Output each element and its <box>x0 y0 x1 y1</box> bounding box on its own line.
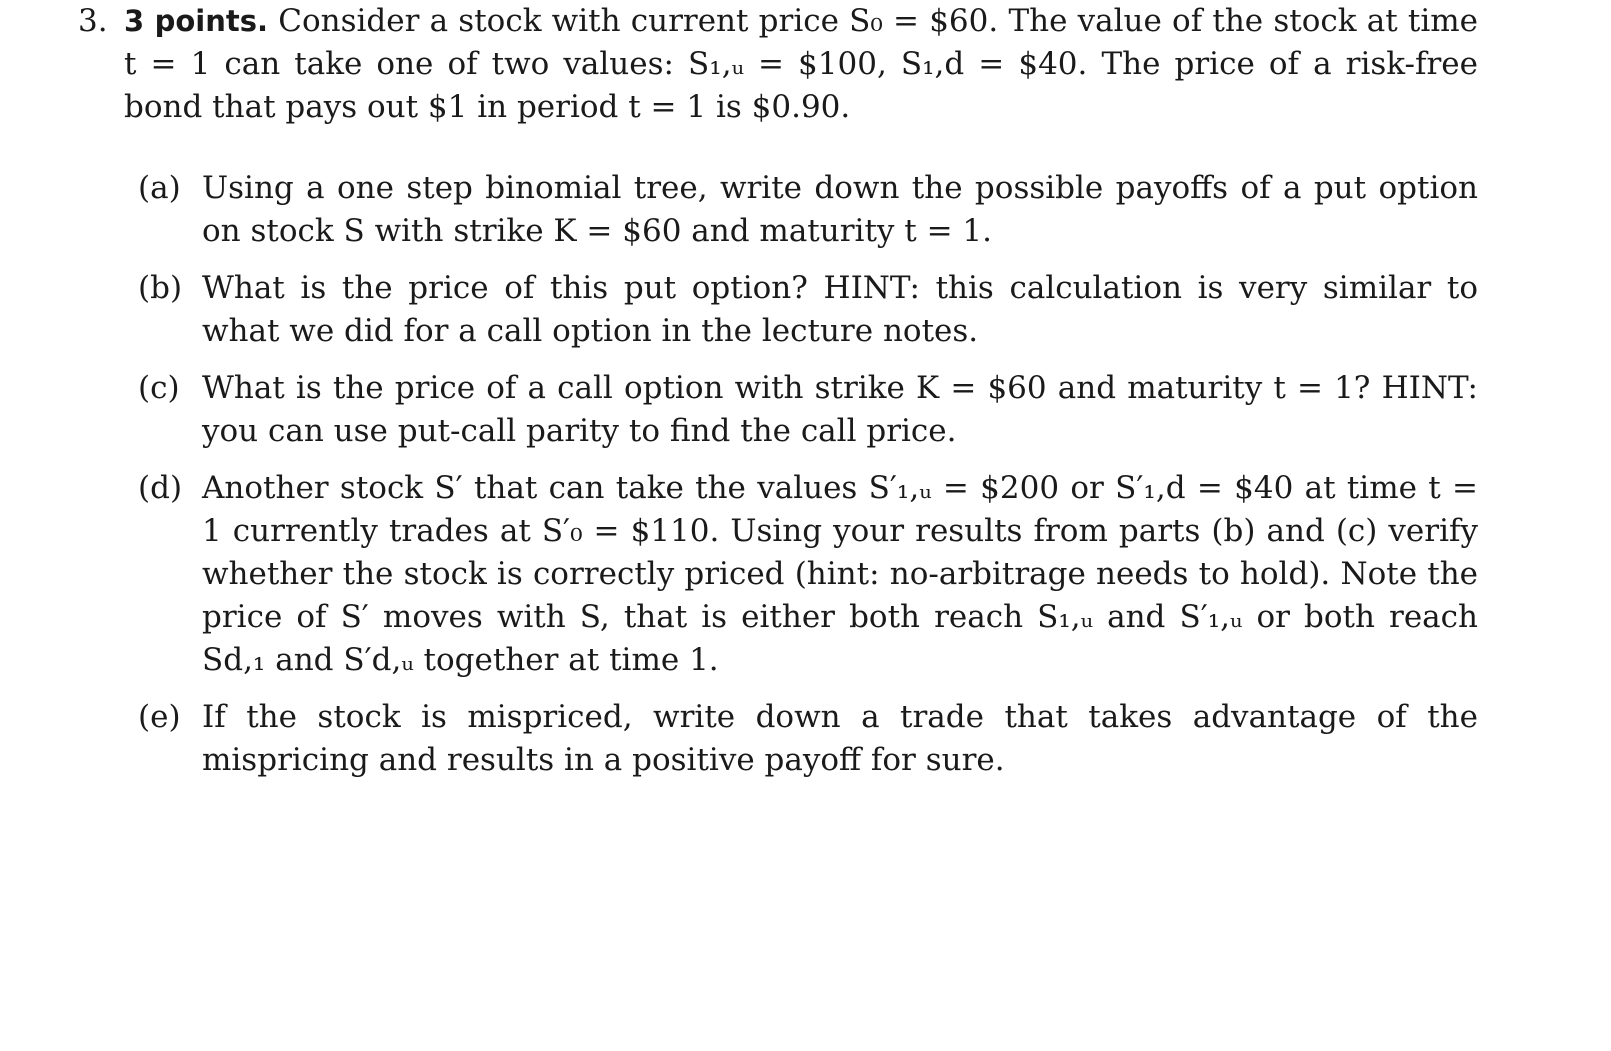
part-d <box>138 467 1478 682</box>
part-e <box>138 696 1478 782</box>
part-label: (d) <box>138 470 183 506</box>
part-text: Using a one step binomial tree, write down the possible payoffs of a put option on stock S with strike K = $60 and maturity t = 1. <box>202 170 1478 249</box>
part-c <box>138 367 1478 453</box>
part-text: If the stock is mispriced, write down a trade that takes advantage of the mispricing and results in a positive payoff for sure. <box>202 699 1478 778</box>
part-text: What is the price of this put option? HINT: this calculation is very similar to what we did for a call option in the lecture notes. <box>202 270 1478 349</box>
part-b <box>138 267 1478 353</box>
part-label: (e) <box>138 699 181 735</box>
problem-number: 3. <box>78 3 108 39</box>
problem-3 <box>78 0 1478 796</box>
problem-header <box>78 0 1478 129</box>
parts-list <box>78 167 1478 782</box>
part-a <box>138 167 1478 253</box>
part-text: Another stock S′ that can take the values S′₁,ᵤ = $200 or S′₁,d = $40 at time t = 1 currently trades at S′₀ = $110. Using your results from parts (b) and (c) verify whether the stock is correctly priced (hint: no-arbitrage needs to hold). Note the price of S′ moves with S, that is either both reach S₁,ᵤ and S′₁,ᵤ or both reach Sd,₁ and S′d,ᵤ together at time 1. <box>202 470 1478 678</box>
part-label: (a) <box>138 170 181 206</box>
problem-statement: Consider a stock with current price S₀ = $60. The value of the stock at time t = 1 can take one of two values: S₁,ᵤ = $100, S₁,d = $40. The price of a risk-free bond that pays out $1 in period t = 1 is $0.90. <box>124 3 1478 125</box>
points-label: 3 points. <box>124 4 269 38</box>
part-label: (b) <box>138 270 183 306</box>
part-label: (c) <box>138 370 180 406</box>
part-text: What is the price of a call option with strike K = $60 and maturity t = 1? HINT: you can use put-call parity to find the call price. <box>202 370 1478 449</box>
